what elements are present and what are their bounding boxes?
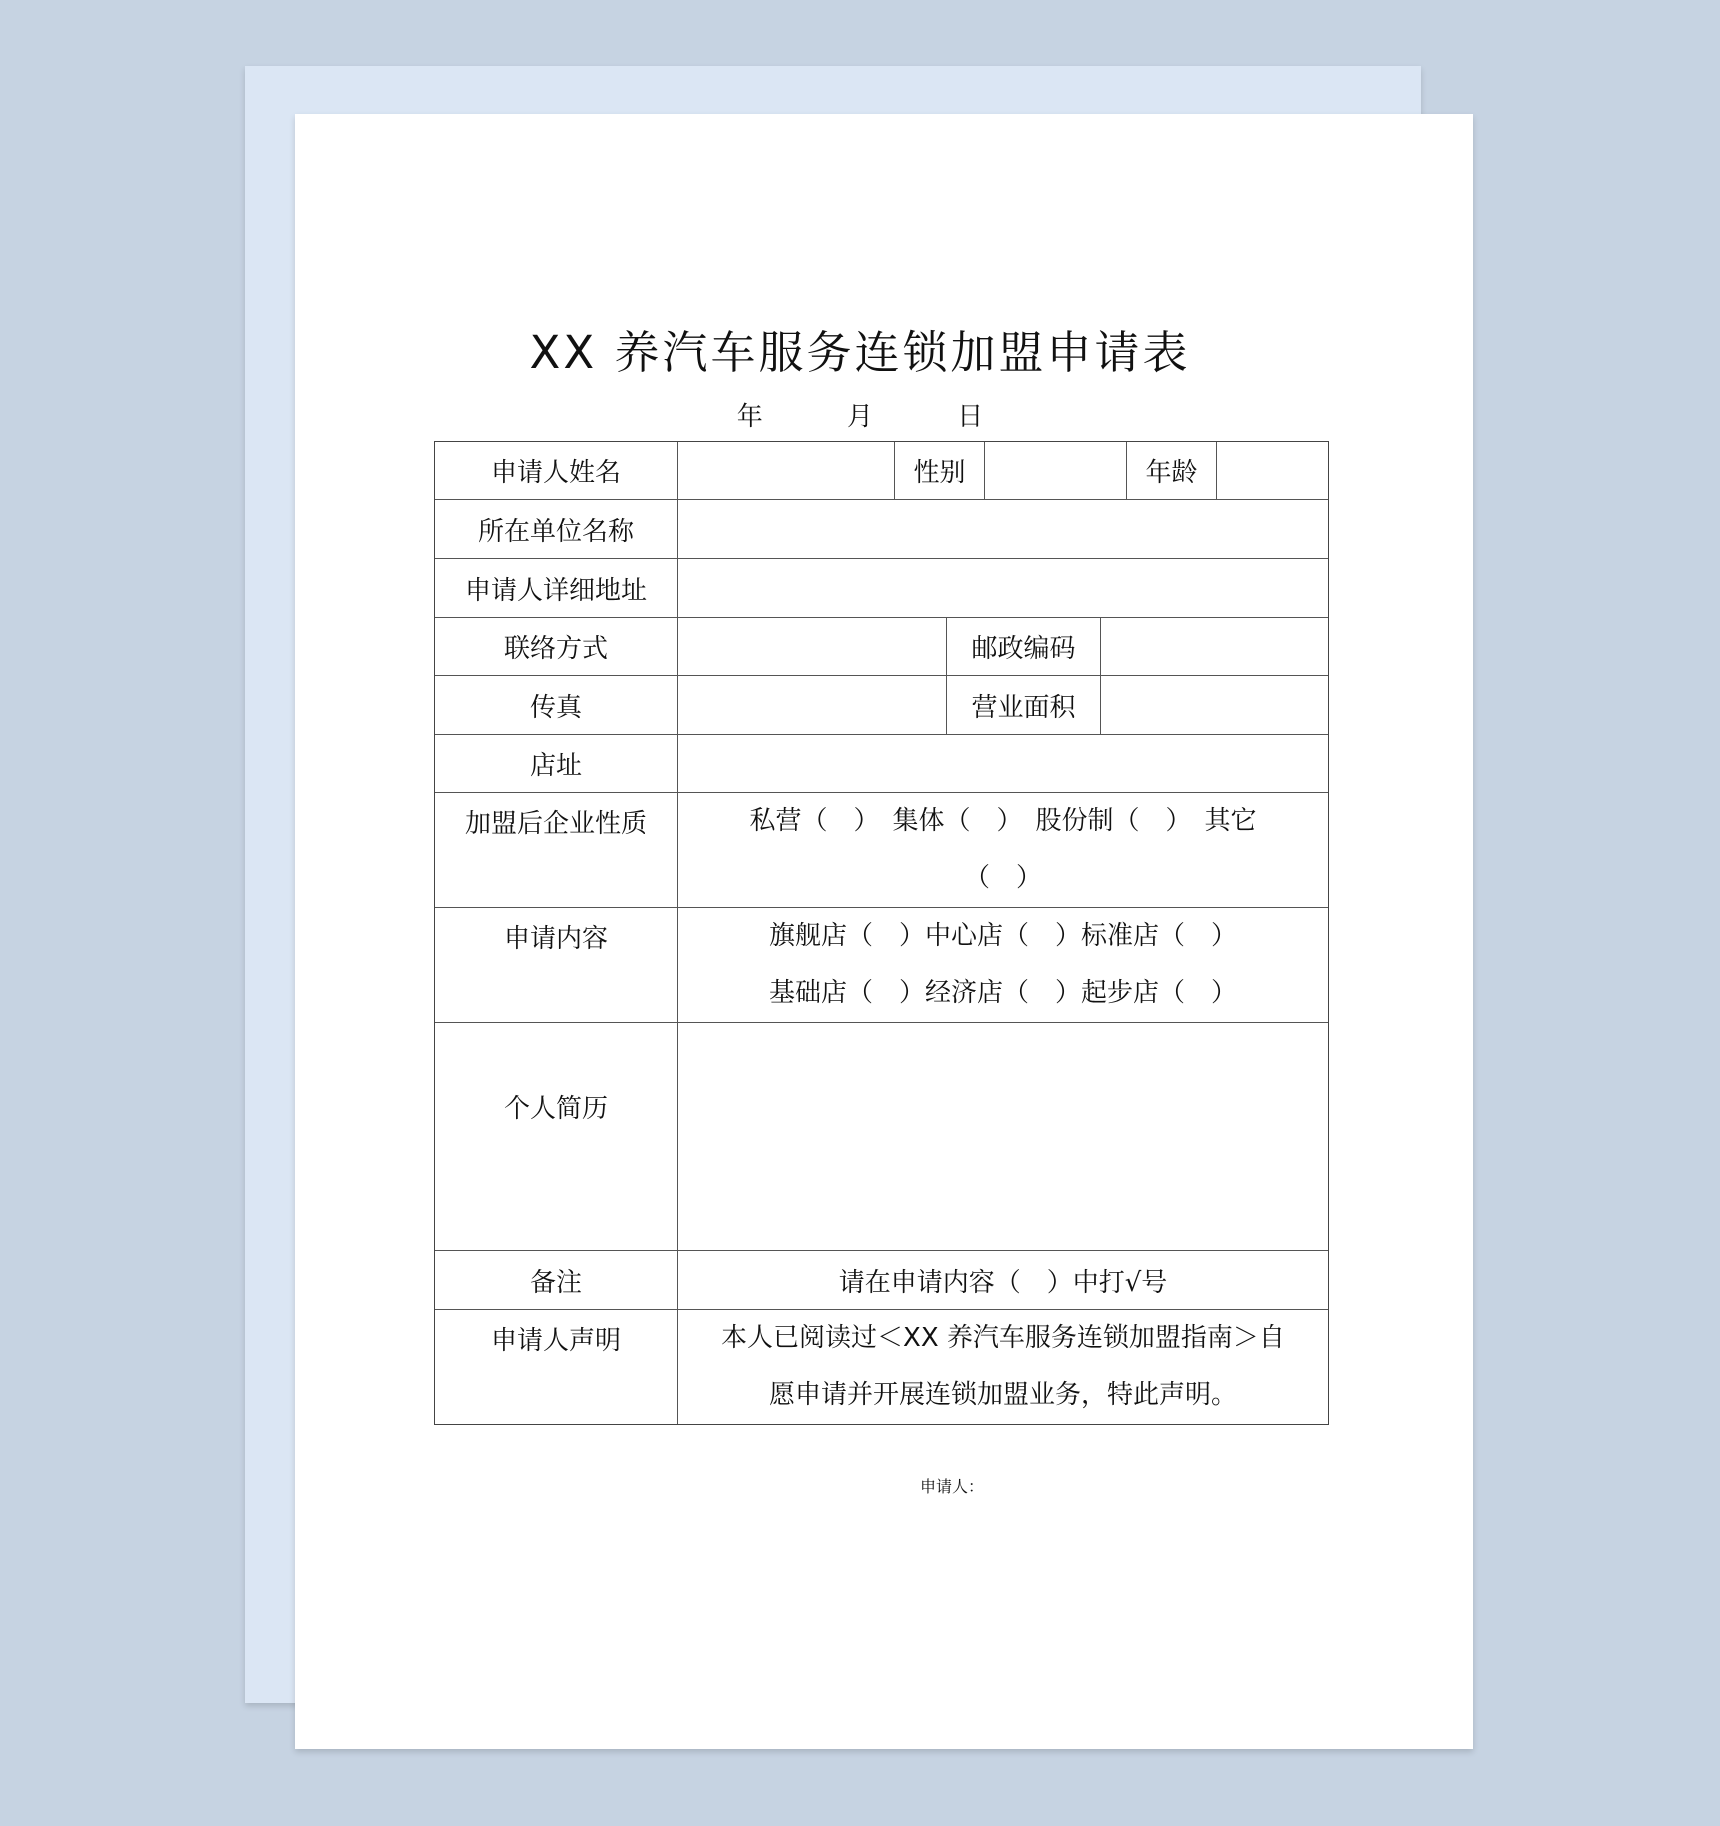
fax-label: 传真 [529, 692, 582, 723]
declaration-label: 申请人声明 [490, 1326, 621, 1356]
content-label: 申请内容 [503, 924, 608, 954]
area-label: 营业面积 [946, 676, 1100, 734]
resume-label: 个人简历 [503, 1094, 608, 1124]
table-row [435, 907, 1328, 1022]
declaration-line-1: 本人已阅读过＜XX 养汽车服务连锁加盟指南＞自 [721, 1323, 1285, 1353]
year-label: 年 [736, 402, 763, 432]
date-line [0, 396, 1720, 433]
day-label: 日 [957, 402, 984, 432]
signature-label: 申请人： [920, 1477, 985, 1496]
remark-text: 请在申请内容（ ）中打√号 [677, 1251, 1328, 1309]
resume-field[interactable] [677, 1023, 1328, 1250]
content-line-2: 基础店（ ）经济店（ ）起步店（ ） [768, 978, 1237, 1008]
nature-options[interactable] [677, 793, 1328, 907]
nature-line-1: 私营（ ） 集体（ ） 股份制（ ） 其它 [749, 806, 1257, 836]
gender-field[interactable] [984, 442, 1126, 499]
contact-field[interactable] [677, 618, 946, 675]
table-row [435, 442, 1328, 499]
table-row [435, 499, 1328, 558]
address-label: 申请人详细地址 [464, 575, 647, 606]
content-line-1: 旗舰店（ ）中心店（ ）标准店（ ） [768, 921, 1237, 951]
age-label: 年龄 [1126, 442, 1216, 499]
table-row [435, 1309, 1328, 1424]
remark-label: 备注 [529, 1267, 582, 1298]
nature-label: 加盟后企业性质 [464, 809, 647, 839]
store-address-label: 店址 [529, 751, 582, 781]
contact-label: 联络方式 [503, 634, 608, 664]
application-table [434, 441, 1329, 1425]
declaration-line-2: 愿申请并开展连锁加盟业务，特此声明。 [768, 1380, 1237, 1410]
table-row [435, 558, 1328, 617]
postcode-label: 邮政编码 [946, 618, 1100, 675]
table-row [435, 1250, 1328, 1309]
table-row [435, 617, 1328, 675]
postcode-field[interactable] [1100, 618, 1328, 675]
name-label: 申请人姓名 [490, 458, 621, 488]
table-row [435, 1022, 1328, 1250]
area-field[interactable] [1100, 676, 1328, 734]
table-row [435, 675, 1328, 734]
store-address-field[interactable] [677, 735, 1328, 792]
table-row [435, 734, 1328, 792]
form-title: XX 养汽车服务连锁加盟申请表 [529, 326, 1191, 379]
month-label: 月 [846, 402, 873, 432]
company-label: 所在单位名称 [477, 516, 634, 547]
content-options[interactable] [677, 908, 1328, 1022]
address-field[interactable] [677, 559, 1328, 617]
gender-label: 性别 [894, 442, 984, 499]
company-field[interactable] [677, 500, 1328, 558]
fax-field[interactable] [677, 676, 946, 734]
nature-line-2: （ ） [963, 863, 1042, 893]
table-row [435, 792, 1328, 907]
name-field[interactable] [677, 442, 894, 499]
declaration-text [677, 1310, 1328, 1424]
age-field[interactable] [1216, 442, 1328, 499]
